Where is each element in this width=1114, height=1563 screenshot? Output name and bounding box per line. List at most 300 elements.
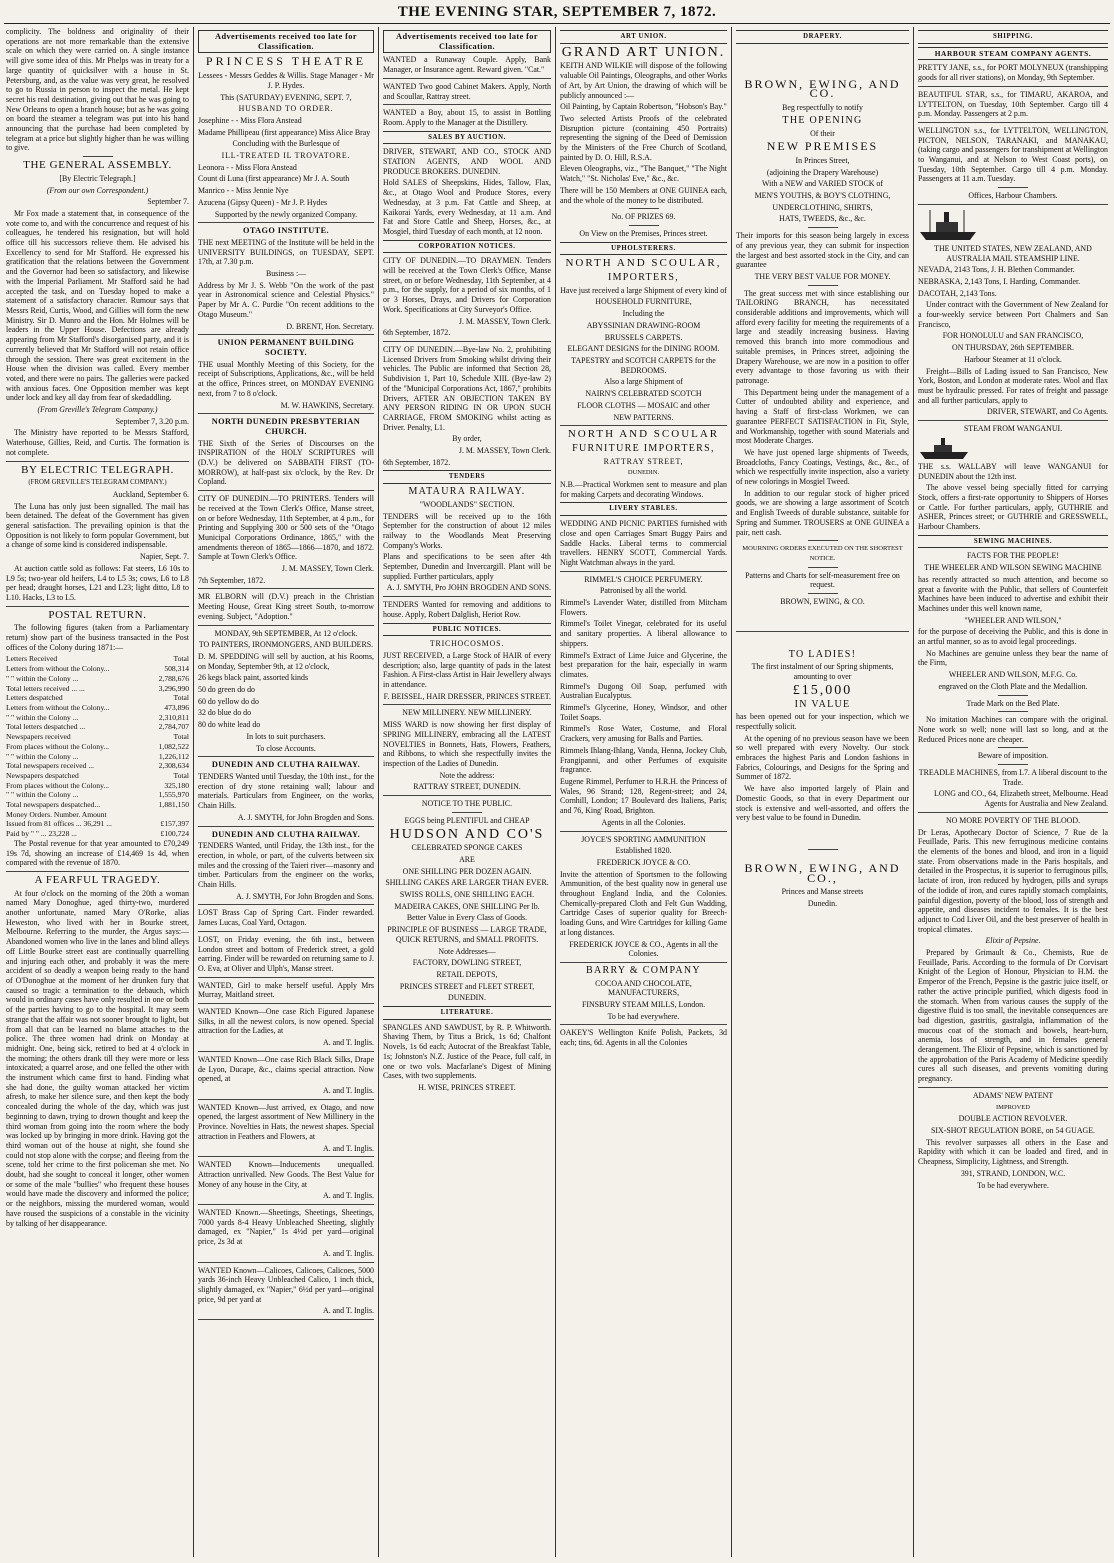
ns-tapestry: TAPESTRY and SCOTCH CARPETS for the BEDROOMS. bbox=[571, 355, 716, 375]
ladies-body: At the opening of no previous season have we been so well prepared with every Novelty. Our stock embraces the highest Paris and London fashions in Fabrics, Colourings, and Designs for the Spring and Summer of 1872. bbox=[736, 733, 909, 782]
mataura-section: "WOODLANDS" SECTION. bbox=[419, 499, 515, 509]
divider bbox=[808, 849, 838, 850]
postal-label: Letters from without the Colony... bbox=[6, 664, 110, 674]
assembly-date: September 7. bbox=[147, 197, 189, 207]
ns-including: Including the bbox=[622, 309, 665, 319]
wanted-ad: WANTED Two good Cabinet Makers. Apply, North and Scoullar, Rattray street. bbox=[383, 81, 551, 101]
otago-business: Business :— bbox=[265, 269, 307, 279]
postal-label: Money Orders. Number. Amount bbox=[6, 809, 107, 819]
column-rule bbox=[913, 27, 914, 1557]
wallaby-body: The above vessel being specially fitted for carrying Stock, offers a first-rate opportunity to Shippers of Horses or Cattle. For further particulars, apply, GUTHRIE and ASHER, Princes street; or GUTHRIE and GRESSWELL, Harbour Chambers. bbox=[918, 483, 1108, 532]
theatre-cast: Madame Phillipeau (first appearance) Miss Alice Bray bbox=[198, 127, 371, 137]
beco-mens: MEN'S YOUTHS, & BOY'S CLOTHING, bbox=[754, 191, 891, 201]
beco-of: Of their bbox=[810, 128, 835, 138]
tricho-body: JUST RECEIVED, a Large Stock of HAIR of every description; also, large quantity of pads in the latest Fashion. A First-class Artist in Hair Jewellery always in attendance. bbox=[383, 650, 551, 690]
divider bbox=[918, 86, 1108, 87]
lost-notice: LOST, on Friday evening, the 6th inst., between London street and bottom of Frederick street, a gold earring. Finder will be rewarded on returning same to J. O. Eva, at Oliver and Ulph's, Manse street. bbox=[198, 934, 374, 973]
postal-value: 1,555,970 bbox=[158, 790, 189, 800]
inglis-ad: WANTED Known—One case Rich Black Silks, Drape de Lyon, Ducape, &c., claims special attraction. Now opened, at bbox=[198, 1054, 374, 1084]
rimmel-title: RIMMEL'S CHOICE PERFUMERY. bbox=[584, 574, 703, 584]
bylaw-order: By order, bbox=[452, 434, 482, 444]
literature-body: SPANGLES AND SAWDUST, by R. P. Whitworth. Shaving Them, by Titus a Brick, 1s 6d; Chalfont Novels, 1s 6d each; Autocrat of the Breakfast Table, 1s; Johnston's N.Z. Justice of the Peace, full calf, in one or two vols. Macfarlane's Digest of Mining Cases, with two supplements. bbox=[383, 1022, 551, 1081]
otago-address: Address by Mr J. S. Webb "On the work of the past year in Astronomical science and Celestial Physics." Paper by Mr A. C. Purdie "On recent additions to the Otago Museum." bbox=[198, 280, 374, 319]
hudson-are: ARE bbox=[459, 854, 475, 864]
theatre-burlesque: Concluding with the Burlesque of bbox=[232, 139, 340, 149]
beco-patterns: Patterns and Charts for self-measurement free on request. bbox=[745, 570, 900, 590]
divider bbox=[998, 711, 1028, 712]
auction-item: 26 kegs black paint, assorted kinds bbox=[198, 673, 309, 683]
rimmel-item: Rimmel's Glycerine, Honey, Windsor, and other Toilet Soaps. bbox=[560, 703, 727, 722]
beco2-streets: Princes and Manse streets bbox=[781, 887, 864, 897]
literature-signature: H. WISE, PRINCES STREET. bbox=[418, 1082, 516, 1092]
harbour-offices: Offices, Harbour Chambers. bbox=[968, 191, 1058, 201]
adams-double: DOUBLE ACTION REVOLVER. bbox=[958, 1114, 1068, 1124]
article-intro: complicity. The boldness and originality of their operations are not more remarkable than the extensive scale on which they were carried on. A single instance will give some idea of this. Mr Phelps was in treaty for a large quantity of quicksilver with a house in St. Petersburg, and, as the value was very great, he resolved to go to Russia in person to inspect the metal. He kept secret his real destination, giving out that he was going to New Orleans to open a branch house; but as he was going on board the steamer a telegram was put into his hand announcing that the purchase had been completed by telegram at a price but slightly higher than he was willing to give. bbox=[6, 27, 189, 153]
postal-row bbox=[6, 654, 189, 664]
theatre-cast: Leonora - - Miss Flora Anstead bbox=[198, 162, 297, 172]
ns2-nb: N.B.—Practical Workmen sent to measure and plan for making Carpets and decorating Windows. bbox=[560, 480, 727, 499]
inglis-signature: A. and T. Inglis. bbox=[323, 1085, 374, 1095]
divider bbox=[198, 334, 374, 335]
theatre-evening: This (SATURDAY) EVENING, SEPT. 7, bbox=[220, 92, 352, 102]
tragedy-body: At four o'clock on the morning of the 20th a woman named Mary Donoghue, aged thirty-two, murdered another unfortunate, named Mary O'Rorke, alias Heweston, who lived with her in Bourke street, Melbourne. Referring to the murder, the Argus says:— Abandoned women who live in the lanes and blind alleys off Little Bourke street east are continually quarrelling and injuring each other, and probably it was the mere accident of so deadly a weapon being ready to the hand of O'Donoghue at the moment of her drunken fury that caused so tragic a termination to the debauch, which would in ordinary cases have only resulted in one or both of the parties having to go to the hospital. It may seem strange that the affair was not sooner brought to light, but from all that can be learned no blame attaches to the police. The three women had drink on Monday at midnight. One, being sick, retired to bed at 4 o'clock in the morning; the others drank till they were more or less intoxicated; a quarrel arose, and one felled the other with the instrument which came first to hand. Finding what she had done, the guilty woman attacked her victim afresh, to make her silence sure, and then kept the body concealed during the whole of the day, which was just beginning to dawn, trying to drown thought and keep the third woman from going into the room where the body was locked up by bringing in more drink. Having got the third woman out of the house at night, she found she could not stop alone with the corpse; and fleeing from the scene, told her crime to the first policeman she met. No doubt, had she sought to conceal it longer, other women or some of the male "bullies" who frequent these houses would have made the discovery and informed the police; or the neighbors, missing the murdered woman, would have roused the suspicions of a constable in the vicinity by talking of her disappearance. bbox=[6, 888, 189, 1228]
ns-floor: FLOOR CLOTHS — MOSAIC and other bbox=[577, 400, 710, 410]
theatre-cast: Count di Luna (first appearance) Mr J. A. South bbox=[198, 174, 350, 184]
masthead-title: THE EVENING STAR, SEPTEMBER 7, 1872. bbox=[397, 4, 717, 20]
harbour-header: HARBOUR STEAM COMPANY AGENTS. bbox=[918, 47, 1108, 61]
art-union-prizes: No. OF PRIZES 69. bbox=[611, 212, 676, 222]
divider bbox=[383, 78, 551, 79]
wheeler-engraved: engraved on the Cloth Plate and the Medallion. bbox=[938, 681, 1088, 691]
usmail-for: FOR HONOLULU and SAN FRANCISCO, bbox=[942, 331, 1084, 341]
divider bbox=[560, 962, 727, 963]
postal-row bbox=[6, 819, 189, 829]
upholsterers-header: UPHOLSTERERS. bbox=[560, 242, 727, 256]
clutha-signature: A. J. SMYTH, For John Brogden and Sons. bbox=[236, 891, 374, 901]
divider bbox=[83, 156, 113, 157]
ns-abyssinian: ABYSSINIAN DRAWING-ROOM bbox=[586, 320, 701, 330]
art-union-body: KEITH AND WILKIE will dispose of the following valuable Oil Paintings, Oleographs, and other Works of Art, by Art Union, the drawing of which will be publicly announced :— bbox=[560, 61, 727, 100]
wheeler-noimitation: No imitation Machines can compare with the original. None work so well; none will last so long, and at the Reduced Prices none are cheaper. bbox=[918, 715, 1108, 744]
auction-item: 32 do blue do do bbox=[198, 708, 252, 718]
postal-label: Newspapers despatched bbox=[6, 770, 79, 780]
millinery-title: NEW MILLINERY. NEW MILLINERY. bbox=[402, 708, 532, 718]
divider bbox=[998, 747, 1028, 748]
art-union-oleographs: Eleven Oleographs, viz., "The Banquet," "The Night Watch," "St. Nicholas' Eve," &c., &c. bbox=[560, 164, 727, 184]
bylaw-signature: J. M. MASSEY, Town Clerk. bbox=[458, 446, 551, 456]
postal-row bbox=[6, 761, 189, 771]
beco-value: THE VERY BEST VALUE FOR MONEY. bbox=[754, 271, 891, 281]
postal-row bbox=[6, 674, 189, 684]
divider bbox=[998, 695, 1028, 696]
millinery-body: MISS WARD is now showing her first display of SPRING MILLINERY, embracing all the LATEST NOVELTIES in Bonnets, Hats, Flowers, Feathers, and Ribbons, to which she respectfully invites the inspection of the Ladies of Dunedin. bbox=[383, 720, 551, 768]
wheeler-body: has recently attracted so much attention, and become so great a favorite with the Public, that sellers of Counterfeit Machines have been induced to advertise and exhibit their Machines under this well known name, bbox=[918, 574, 1108, 613]
divider bbox=[998, 187, 1028, 188]
wanganui-header: STEAM FROM WANGANUI. bbox=[963, 424, 1063, 434]
divider bbox=[383, 104, 551, 105]
beco-mourning: MOURNING ORDERS EXECUTED ON THE SHORTEST NOTICE. bbox=[742, 545, 903, 562]
bylaw-body: CITY OF DUNEDIN.—Bye-law No. 2, prohibiting Licensed Drivers from Smoking whilst driving their vehicles. The Public are informed that Section 28, Subdivision 1, Part 10, Schedule XIII. (Bye-law 2) of the "Municipal Corporations Act, 1867," prohibits Drivers, AFTER AN OBJECTION TAKEN BY ANY PERSON RIDING IN OR UPON SUCH CARRIAGE, FROM SMOKING whilst acting as Driver. Penalty, L1. bbox=[383, 344, 551, 432]
auction-item: 60 do yellow do do bbox=[198, 696, 259, 706]
wheeler-firm: WHEELER AND WILSON, M.F.G. Co. bbox=[948, 670, 1078, 680]
tricho-title: TRICHOCOSMOS. bbox=[429, 639, 505, 649]
beco-under: UNDERCLOTHING, SHIRTS, bbox=[772, 202, 873, 212]
mataura-title: MATAURA RAILWAY. bbox=[408, 486, 526, 498]
printers-date: 7th September, 1872. bbox=[198, 575, 266, 585]
divider bbox=[383, 704, 551, 705]
usmail-ship: DACOTAH, 2,143 Tons. bbox=[918, 288, 997, 298]
lost-notice: LOST Brass Cap of Spring Cart. Finder rewarded. James Lucas, Coal Yard, Octagon. bbox=[198, 908, 374, 928]
steamship-icon bbox=[918, 208, 1108, 242]
union-body: THE usual Monthly Meeting of this Society, for the receipt of Subscriptions, Applications, &c., will be held at the office, Princes street, on MONDAY EVENING next, from 7 to 8 o'clock. bbox=[198, 359, 374, 398]
barry-address: FINSBURY STEAM MILLS, London. bbox=[581, 1000, 706, 1010]
rimmel-signature: Eugene Rimmel, Perfumer to H.R.H. the Princess of Wales, 96 Strand; 128, Regent-street; and 24, Cornhill, London; 17 Boulevard des Italiens, Paris; and 76, King' Road, Brighton. bbox=[560, 777, 727, 816]
adams-address: 391, STRAND, LONDON, W.C. bbox=[960, 1168, 1066, 1178]
facts-title: FACTS FOR THE PEOPLE! bbox=[967, 551, 1059, 561]
tenders-header: TENDERS bbox=[383, 470, 551, 484]
public-notices-header: PUBLIC NOTICES. bbox=[383, 623, 551, 637]
divider bbox=[918, 204, 1108, 205]
printers-signature: J. M. MASSEY, Town Clerk. bbox=[281, 564, 374, 574]
theatre-trovatore: ILL-TREATED IL TROVATORE. bbox=[221, 151, 351, 161]
theatre-support: Supported by the newly organized Company. bbox=[214, 209, 358, 219]
column-rule bbox=[731, 27, 732, 1557]
inglis-signature: A. and T. Inglis. bbox=[323, 1306, 374, 1316]
usmail-signature: DRIVER, STEWART, and Co Agents. bbox=[986, 407, 1108, 417]
postal-footer: The Postal revenue for that year amounted to £70,249 19s 7d, showing an increase of £14,469 1s 4d, when compared with the revenue of 1870. bbox=[6, 838, 189, 868]
wheeler-beware: Beware of imposition. bbox=[977, 751, 1049, 761]
postal-value: Total bbox=[173, 770, 189, 780]
auction-item: 80 do white lead do bbox=[198, 720, 261, 730]
postal-value: £100,724 bbox=[160, 829, 189, 839]
wanted-ad: WANTED a Boy, about 15, to assist in Bottling Room. Apply to the Manager at the Distillery. bbox=[383, 108, 551, 127]
usmail-contract: Under contract with the Government of New Zealand for a four-weekly service between Port Chalmers and San Francisco, bbox=[918, 300, 1108, 329]
otago-body: THE next MEETING of the Institute will be held in the UNIVERSITY BUILDINGS, on TUESDAY, SEPT. 17th, at 7.30 p.m. bbox=[198, 237, 374, 267]
ns2-furniture: FURNITURE IMPORTERS, bbox=[572, 442, 715, 454]
divider bbox=[6, 606, 189, 607]
beco-beg: Beg respectfully to notify bbox=[782, 103, 863, 113]
divider bbox=[452, 812, 482, 813]
dray-date: 6th September, 1872. bbox=[383, 328, 451, 338]
theatre-title: PRINCESS THEATRE bbox=[205, 54, 367, 69]
postal-label: Total newspapers received ... bbox=[6, 761, 95, 771]
postal-label: " " within the Colony ... bbox=[6, 712, 79, 722]
usmail-title: THE UNITED STATES, NEW ZEALAND, AND AUSTRALIA MAIL STEAMSHIP LINE. bbox=[934, 243, 1092, 263]
hudson-madeira: MADEIRA CAKES, ONE SHILLING Per lb. bbox=[394, 901, 540, 911]
otago-title: OTAGO INSTITUTE. bbox=[242, 226, 329, 236]
barry-sub: COCOA AND CHOCOLATE, MANUFACTURERS, bbox=[595, 978, 692, 998]
union-signature: M. W. HAWKINS, Secretary. bbox=[280, 400, 374, 410]
divider bbox=[736, 631, 909, 632]
theatre-cast: Josephine - - Miss Flora Anstead bbox=[198, 115, 302, 125]
ns-elegant: ELEGANT DESIGNS for the DINING ROOM. bbox=[567, 344, 720, 354]
beco-adjoining: (adjoining the Drapery Warehouse) bbox=[766, 167, 879, 177]
inglis-ad: WANTED Known—Just arrived, ex Otago, and now opened, the largest assortment of New Millinery in the Province. Novelties in Hats, the newest shapes. Special attraction in Feathers and Flowers, at bbox=[198, 1102, 374, 1141]
rimmel-item: Rimmels Ihlang-Ihlang, Vanda, Henna, Jockey Club, Frangipanni, and other Perfumes of exquisite fragrance. bbox=[560, 745, 727, 775]
postal-label: " " within the Colony ... bbox=[6, 790, 79, 800]
millinery-note: Note the address: bbox=[439, 770, 495, 780]
telegraph-place: Auckland, September 6. bbox=[112, 489, 189, 499]
ns-received: Have just received a large Shipment of every kind of bbox=[560, 285, 727, 295]
divider bbox=[918, 420, 1108, 421]
divider bbox=[808, 227, 838, 228]
sewing-header: SEWING MACHINES. bbox=[918, 535, 1108, 549]
telegraph-title: BY ELECTRIC TELEGRAPH. bbox=[21, 463, 174, 476]
usmail-freight: Freight—Bills of Lading issued to San Francisco, New York, Boston, and London at moderate rates. Wool and flax must be hydraulic pressed. For rates of freight and passage and all further particulars, apply to bbox=[918, 366, 1108, 405]
wanted-ad: WANTED a Runaway Couple. Apply, Bank Manager, or Insurance agent. Reward given. "Cat." bbox=[383, 55, 551, 75]
postal-label: Total letters despatched ... bbox=[6, 722, 86, 732]
postal-label: Letters despatched bbox=[6, 693, 63, 703]
sales-header: SALES BY AUCTION. bbox=[383, 131, 551, 145]
joyce-established: Established 1820. bbox=[615, 846, 672, 856]
postal-label: Paid by " " ... 23,228 ... bbox=[6, 829, 77, 839]
divider bbox=[198, 826, 374, 827]
livery-body: WEDDING AND PICNIC PARTIES furnished with close and open Carriages Smart Buggy Pairs and Saddle Hacks. Liberal terms to commercial travellers. HENRY SCOTT, Commercial Yards. Night Watchman always in the yard. bbox=[560, 519, 727, 567]
postal-value bbox=[148, 810, 189, 820]
pretty-jane-ad: PRETTY JANE, s.s., for PORT MOLYNEUX (transhipping goods for all river stations), on Monday, 9th September. bbox=[918, 63, 1108, 83]
inglis-ads bbox=[198, 1007, 374, 1320]
hudson-eggs: EGGS being PLENTIFUL and CHEAP bbox=[404, 815, 530, 825]
beco-opened: We have just opened large shipments of Tweeds, Broadcloths, Fancy Coatings, Vestings, &c., &c., of which we respectfully invite inspection, also a variety of new colorings in Mosgiel Tweed. bbox=[736, 447, 909, 487]
postal-label: From places without the Colony... bbox=[6, 741, 110, 751]
literature-header: LITERATURE. bbox=[383, 1006, 551, 1020]
wallaby-ad: THE s.s. WALLABY will leave WANGANUI for DUNEDIN about the 12th inst. bbox=[918, 461, 1108, 481]
postal-label: From places without the Colony... bbox=[6, 780, 110, 790]
ns-household: HOUSEHOLD FURNITURE, bbox=[595, 297, 692, 307]
postal-value: £157,397 bbox=[160, 819, 189, 829]
divider bbox=[198, 1262, 374, 1263]
elborn-body: MR ELBORN will (D.V.) preach in the Christian Meeting House, Great King street South, to-morrow evening. Subject, "Adoption." bbox=[198, 592, 374, 621]
telegraph-body: The Luna has only just been signalled. The mail has been detained. The defeat of the Government has given general satisfaction. The prevailing opinion is that the Opposition is not likely to form popular Government, but a change of some kind is considered indispensable. bbox=[6, 501, 189, 550]
postal-row bbox=[6, 790, 189, 800]
postal-row bbox=[6, 781, 189, 791]
barry-title: BARRY & COMPANY bbox=[586, 964, 701, 976]
inglis-ad: WANTED Known—Calicoes, Calicoes, Calicoes, 5000 yards 36-inch Heavy Unbleached Calico, 1 inch thick, slightly damaged, ex "Napier," 6½d per yard—original price, 9d per yard at bbox=[198, 1265, 374, 1304]
hudson-princes: PRINCES STREET and FLEET STREET, bbox=[399, 981, 535, 991]
presbyterian-title: NORTH DUNEDIN PRESBYTERIAN CHURCH. bbox=[211, 417, 361, 436]
divider bbox=[198, 1003, 374, 1004]
ladies-imported: We have also imported largely of Plain and Domestic Goods, so that in every Department our stock is extensive and well-assorted, and offers the very best value to be found in Dunedin. bbox=[736, 784, 909, 823]
postal-value: 3,296,990 bbox=[158, 683, 189, 693]
joyce-body: Invite the attention of Sportsmen to the following Ammunition, of the best quality now in general use throughout England India, and the Colonies. Chemically-prepared Cloth and Felt Gun Wadding, Cartridge Cases of superior quality for Breech-loading Guns, and Wire Cartridges for killing Game at long distances. bbox=[560, 869, 727, 937]
presbyterian-body: THE Sixth of the Series of Discourses on the INSPIRATION of the HOLY SCRIPTURES will (D.V.) be delivered on SABBATH FIRST (TO-MORROW), at half-past six o'clock, by the Rev. Dr Copland. bbox=[198, 438, 374, 487]
postal-row bbox=[6, 713, 189, 723]
postal-row bbox=[6, 752, 189, 762]
adams-body: This revolver surpasses all others in the Ease and Rapidity with which it can be loaded and fired, and in Cheapness, Simplicity, Lightness, and Strength. bbox=[918, 1137, 1108, 1167]
ns2-title: NORTH AND SCOULAR bbox=[567, 428, 720, 441]
late-ads-header: Advertisements received too late for Classification. bbox=[383, 30, 551, 53]
column-ads-1 bbox=[198, 27, 374, 1557]
wheeler-trade: Trade Mark on the Bed Plate. bbox=[966, 698, 1060, 708]
postal-row bbox=[6, 829, 189, 839]
greville-body: The Ministry have reported to be Messrs Stafford, Waterhouse, Gillies, Reid, and Curtis. The formation is not complete. bbox=[6, 428, 189, 457]
postal-label: Letters Received bbox=[6, 654, 58, 664]
divider bbox=[198, 1204, 374, 1205]
wheeler-genuine: No Machines are genuine unless they bear the name of the Firm, bbox=[918, 648, 1108, 668]
postal-label: Total letters received ... ... bbox=[6, 683, 85, 693]
ns2-rattray: RATTRAY STREET, bbox=[603, 456, 684, 466]
divider bbox=[198, 1099, 374, 1100]
hudson-title: HUDSON AND CO'S bbox=[389, 826, 545, 842]
joyce-title: JOYCE'S SPORTING AMMUNITION bbox=[581, 834, 706, 844]
oakey-ad: OAKEY'S Wellington Knife Polish, Packets, 3d each; tins, 6d. Agents in all the Colonies bbox=[560, 1028, 727, 1048]
beco-opening: THE OPENING bbox=[782, 114, 863, 126]
wheeler-title: THE WHEELER AND WILSON SEWING MACHINE bbox=[924, 563, 1102, 573]
postal-value: 1,082,522 bbox=[158, 741, 189, 751]
theatre-lessees: Lessees - Messrs Geddes & Willis. Stage Manager - Mr J. P. Hydes. bbox=[198, 71, 374, 90]
adams-had: To be had everywhere. bbox=[977, 1180, 1049, 1190]
postal-title: POSTAL RETURN. bbox=[48, 608, 147, 621]
divider bbox=[383, 596, 551, 597]
assembly-body: Mr Fox made a statement that, in consequence of the vote come to, and with the concurrence and request of his colleagues, he tendered his resignation, but will hold office till his successors relieve them. He advised his Excellency to send for Mr Stafford. He expressed his gratification that the relations between the Government and the Governor had been so satisfactory, and likewise with the Imperial Parliament. Mr Stafford said he had accepted the task, and on Tuesday hoped to make a statement of a satisfactory character. Rumour says that Messrs Reid, Curtis, Wood, and Gillies will form the new Ministry. Sir D. Munro and the Hon. Mr Holmes will be leaders in the Upper House. Defections are already appearing from Mr Stafford's disorganised party, and it is currently believed that Mr Stafford will not retain office through the session. There was great excitement in the House when the division was called. Every member voted, and there were no pairs. The galleries were packed with anxious faces. One Opposition member was kept under lock and key all day from fear of skedaddling. bbox=[6, 208, 189, 403]
assembly-byline: [By Electric Telegraph.] bbox=[59, 173, 136, 183]
column-news bbox=[6, 27, 189, 1557]
divider bbox=[198, 490, 374, 491]
divider bbox=[198, 588, 374, 589]
inglis-signature: A. and T. Inglis. bbox=[323, 1038, 374, 1048]
postal-value: 2,310,811 bbox=[158, 712, 189, 722]
divider bbox=[808, 567, 838, 568]
divider bbox=[560, 571, 727, 572]
late-ads-header: Advertisements received too late for Classification. bbox=[198, 30, 374, 53]
clutha-title: DUNEDIN AND CLUTHA RAILWAY. bbox=[211, 760, 361, 770]
rimmel-item: Rimmel's Dugong Oil Soap, perfumed with Australian Eucalyptus. bbox=[560, 681, 727, 701]
long-signature: LONG and CO., 64, Elizabeth street, Melbourne. Head Agents for Australia and New Zealand. bbox=[934, 789, 1108, 809]
theatre-play: HUSBAND TO ORDER. bbox=[238, 104, 334, 114]
column-ads-3 bbox=[560, 27, 727, 1557]
postal-row bbox=[6, 732, 189, 742]
ironmongers-head: TO PAINTERS, IRONMONGERS, AND BUILDERS. bbox=[198, 640, 374, 650]
ladies-opened: has been opened out for your inspection, which we respectfully solicit. bbox=[736, 712, 909, 731]
beco-department: This Department being under the management of a Cutter of undoubted ability and experience, and having a Staff of first-class Workmen, we can guarantee PERFECT SATISFACTION in Fit, Style, and Workmanship, together with sound Materials and most Moderate Charges. bbox=[736, 387, 909, 446]
ns2-dunedin: DUNEDIN. bbox=[627, 469, 660, 477]
treadle-ad: TREADLE MACHINES, from L7. A liberal discount to the Trade. bbox=[918, 768, 1108, 787]
hudson-cakes: CELEBRATED SPONGE CAKES bbox=[411, 843, 523, 853]
inglis-ad: WANTED Known.—Sheetings, Sheetings, Sheetings, 7000 yards 8-4 Heavy Unbleached Sheeting, slightly damaged, ex "Napier," 1s 4½d per yard—original price, 2s 3d at bbox=[198, 1208, 374, 1247]
divider bbox=[198, 625, 374, 626]
hudson-shilling: SHILLING CAKES ARE LARGER THAN EVER. bbox=[385, 878, 549, 888]
spedding-close: To close Accounts. bbox=[256, 743, 316, 753]
divider bbox=[198, 222, 374, 223]
column-rule bbox=[378, 27, 379, 1557]
inglis-signature: A. and T. Inglis. bbox=[323, 1191, 374, 1201]
postal-row bbox=[6, 693, 189, 703]
postal-value: Total bbox=[173, 654, 189, 664]
art-union-header: ART UNION. bbox=[560, 30, 727, 44]
postal-value: 2,788,676 bbox=[158, 673, 189, 683]
postal-row bbox=[6, 722, 189, 732]
divider bbox=[560, 831, 727, 832]
spedding-items bbox=[198, 673, 374, 730]
hudson-principle: PRINCIPLE OF BUSINESS — LARGE TRADE, QUICK RETURNS, and SMALL PROFITS. bbox=[387, 925, 547, 944]
mataura-signature: A. J. SMYTH, Pro JOHN BROGDEN AND SONS. bbox=[386, 583, 551, 593]
postal-value: Total bbox=[173, 732, 189, 742]
divider bbox=[560, 1024, 727, 1025]
wheeler-quote: "WHEELER AND WILSON," bbox=[964, 615, 1062, 625]
ns-patterns: NEW PATTERNS. bbox=[613, 412, 674, 422]
mataura-body: TENDERS will be received up to the 16th September for the construction of about 12 miles railway to the Woodlands Meat Preserving Company's Works. bbox=[383, 511, 551, 550]
column-rule bbox=[555, 27, 556, 1557]
rimmel-item: Rimmel's Extract of Lime Juice and Glycerine, the best preparation for the hair, especially in warm climates. bbox=[560, 650, 727, 679]
beco-in: In Princes Street, bbox=[795, 155, 850, 165]
millinery-address: RATTRAY STREET, DUNEDIN. bbox=[413, 782, 521, 792]
art-union-members: There will be 150 Members at ONE GUINEA each, and the whole of the money to be distributed. bbox=[560, 185, 727, 205]
rimmel-items bbox=[560, 598, 727, 775]
clutha-signature: A. J. SMYTH, for John Brogden and Sons. bbox=[237, 812, 374, 822]
divider bbox=[383, 341, 551, 342]
ns-brussels: BRUSSELS CARPETS. bbox=[604, 332, 683, 342]
hudson-factory: FACTORY, DOWLING STREET, bbox=[412, 958, 522, 968]
rimmel-agents: Agents in all the Colonies. bbox=[601, 817, 686, 827]
usmail-steamer: Harbour Steamer at 11 o'clock. bbox=[964, 354, 1062, 364]
postal-value: 473,896 bbox=[164, 703, 189, 712]
theatre-cast: Azucena (Gipsy Queen) - Mr J. P. Hydes bbox=[198, 197, 328, 207]
column-rule bbox=[193, 27, 194, 1557]
divider bbox=[918, 1087, 1108, 1088]
divider bbox=[6, 871, 189, 872]
postal-label: " " within the Colony ... bbox=[6, 751, 79, 761]
assembly-correspondent: (From our own Correspondent.) bbox=[46, 185, 149, 195]
usmail-on: ON THURSDAY, 26th SEPTEMBER. bbox=[952, 343, 1074, 353]
corporation-header: CORPORATION NOTICES. bbox=[383, 240, 551, 254]
telegraph-place: Napier, Sept. 7. bbox=[140, 552, 189, 562]
postal-label: " " within the Colony ... bbox=[6, 673, 79, 683]
notice-title: NOTICE TO THE PUBLIC. bbox=[421, 799, 513, 809]
postal-table bbox=[6, 654, 189, 838]
dray-body: CITY OF DUNEDIN.—TO DRAYMEN. Tenders will be received at the Town Clerk's Office, Manse street, on or before Wednesday, 11th September, at 4 p.m., for the supply, for a period of six months, of 1 or 3 Horses, Drays, and Drivers for Corporation Work. Specifications at City Surveyor's Office. bbox=[383, 256, 551, 314]
art-union-view: On View on the Premises, Princes street. bbox=[579, 228, 708, 238]
divider bbox=[808, 593, 838, 594]
inglis-signature: A. and T. Inglis. bbox=[323, 1143, 374, 1153]
usmail-ship: NEVADA, 2143 Tons, J. H. Blethen Commander. bbox=[918, 265, 1075, 275]
hudson-note: Note Addresses— bbox=[438, 946, 496, 956]
hudson-retail: RETAIL DEPOTS, bbox=[436, 969, 498, 979]
postal-label: Newspapers received bbox=[6, 732, 71, 742]
column-ads-2 bbox=[383, 27, 551, 1557]
tricho-signature: F. BEISSEL, HAIR DRESSER, PRINCES STREET. bbox=[383, 691, 551, 701]
divider bbox=[808, 285, 838, 286]
spedding-lots: In lots to suit purchasers. bbox=[246, 731, 326, 741]
divider bbox=[198, 756, 374, 757]
divider bbox=[918, 122, 1108, 123]
ns-title: NORTH AND SCOULAR, bbox=[565, 257, 722, 270]
divider bbox=[808, 540, 838, 541]
divider bbox=[629, 208, 659, 209]
beco-addition: In addition to our regular stock of higher priced goods, we are showing a large assortment of Scotch and English Tweeds of durable substance, suitable for Spring and Summer. TROUSERS at ONE GUINEA a pair, nett cash. bbox=[736, 488, 909, 537]
beco-new: NEW PREMISES bbox=[766, 139, 879, 154]
theatre-cast: Manrico - - Miss Jennie Nye bbox=[198, 186, 289, 196]
divider bbox=[629, 225, 659, 226]
divider bbox=[998, 764, 1028, 765]
steamship-icon bbox=[918, 436, 1108, 460]
postal-row bbox=[6, 810, 189, 820]
ladies-amount: £15,000 bbox=[792, 682, 853, 698]
adams-six: SIX-SHOT REGULATION BORE, on 54 GUAGE. bbox=[930, 1125, 1096, 1135]
rimmel-patron: Patronised by all the world. bbox=[599, 586, 687, 596]
dray-signature: J. M. MASSEY, Town Clerk. bbox=[458, 316, 551, 326]
ns-nairn: NAIRN'S CELEBRATED SCOTCH bbox=[585, 389, 702, 399]
beco-success: The great success met with since establishing our TAILORING BRANCH, has necessitated considerable additions and improvements, which will afford every facility for meeting the requirements of a large and steadily increasing business. Having removed this branch into more commodious and suitable premises, in Princes street, adjoining the Drapery Warehouse, we are now in a position to offer every advantage to those favoring us with their patronage. bbox=[736, 288, 909, 385]
pepsine-title: Elixir of Pepsine. bbox=[985, 936, 1041, 946]
joyce-company: FREDERICK JOYCE & CO. bbox=[596, 857, 691, 867]
wheeler-purpose: for the purpose of deceiving the Public, and this is done in an artful manner, so as to avoid legal proceedings. bbox=[918, 627, 1108, 647]
beco-imports: Their imports for this season being largely in excess of any previous year, they can submit for inspection the largest and best assorted stock in the City, and can guarantee bbox=[736, 231, 909, 270]
rimmel-item: Rimmel's Toilet Vinegar, celebrated for its useful and sanitary properties. A liberal allowance to shippers. bbox=[560, 619, 727, 648]
divider bbox=[198, 1156, 374, 1157]
ns-importers: IMPORTERS, bbox=[607, 272, 680, 284]
postal-label: Letters from without the Colony... bbox=[6, 703, 110, 712]
clutha-title: DUNEDIN AND CLUTHA RAILWAY. bbox=[211, 829, 361, 839]
